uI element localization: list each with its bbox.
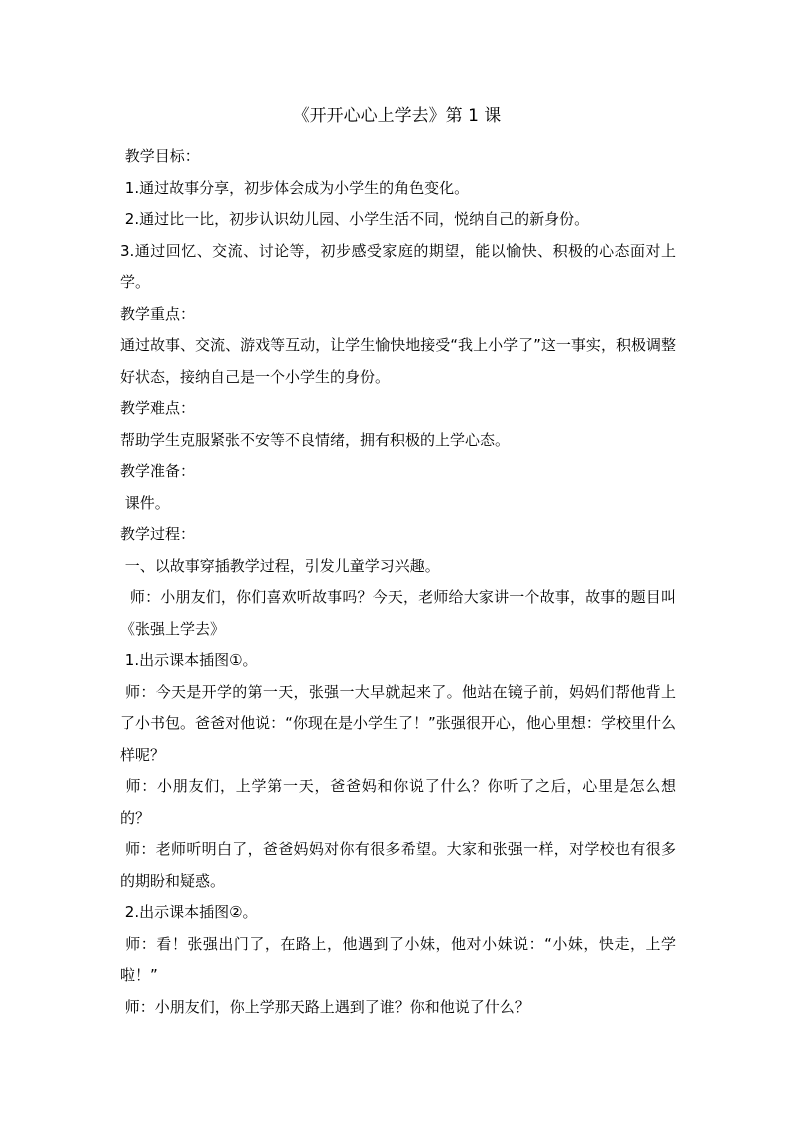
teacher-line-1: 师：小朋友们，你们喜欢听故事吗？今天，老师给大家讲一个故事，故事的题目叫《张强上学去》 — [120, 588, 676, 638]
heading-key-points: 教学重点： — [120, 304, 196, 323]
heading-objectives: 教学目标： — [120, 147, 200, 165]
key-points-text: 通过故事、交流、游戏等互动，让学生愉快地接受“我上小学了”这一事实，积极调整好状态，接纳自己是一个小学生的身份。 — [120, 336, 676, 386]
teacher-line-4: 师：老师听明白了，爸爸妈妈对你有很多希望。大家和张强一样，对学校也有很多的期盼和疑惑。 — [120, 840, 676, 890]
document-title: 《开开心心上学去》第 1 课 — [292, 106, 502, 126]
teacher-line-5: 师：看！张强出门了，在路上，他遇到了小妹，他对小妹说：“小妹，快走，上学啦！” — [120, 934, 676, 984]
process-section-1: 一、以故事穿插教学过程，引发儿童学习兴趣。 — [120, 556, 440, 575]
heading-difficulties: 教学难点： — [120, 399, 196, 417]
heading-preparation: 教学准备： — [120, 462, 196, 480]
objective-3: 3.通过回忆、交流、讨论等，初步感受家庭的期望，能以愉快、积极的心态面对上学。 — [120, 241, 676, 291]
heading-process: 教学过程： — [120, 525, 196, 543]
difficulties-text: 帮助学生克服紧张不安等不良情绪，拥有积极的上学心态。 — [120, 430, 511, 449]
objective-2: 2.通过比一比，初步认识幼儿园、小学生活不同，悦纳自己的新身份。 — [120, 210, 590, 228]
document-body — [120, 141, 676, 1023]
preparation-text: 课件。 — [120, 493, 170, 512]
teacher-line-3: 师：小朋友们，上学第一天，爸爸妈和你说了什么？你听了之后，心里是怎么想的？ — [120, 777, 676, 827]
illustration-step-2: 2.出示课本插图②。 — [120, 903, 258, 921]
teacher-line-6: 师：小朋友们，你上学那天路上遇到了谁？你和他说了什么？ — [120, 997, 530, 1016]
objective-1: 1.通过故事分享，初步体会成为小学生的角色变化。 — [120, 178, 470, 197]
illustration-step-1: 1.出示课本插图①。 — [120, 651, 258, 669]
teacher-line-2: 师：今天是开学的第一天，张强一大早就起来了。他站在镜子前，妈妈们帮他背上了小书包。爸爸对他说：“你现在是小学生了！”张强很开心，他心里想：学校里什么样呢？ — [120, 682, 676, 764]
